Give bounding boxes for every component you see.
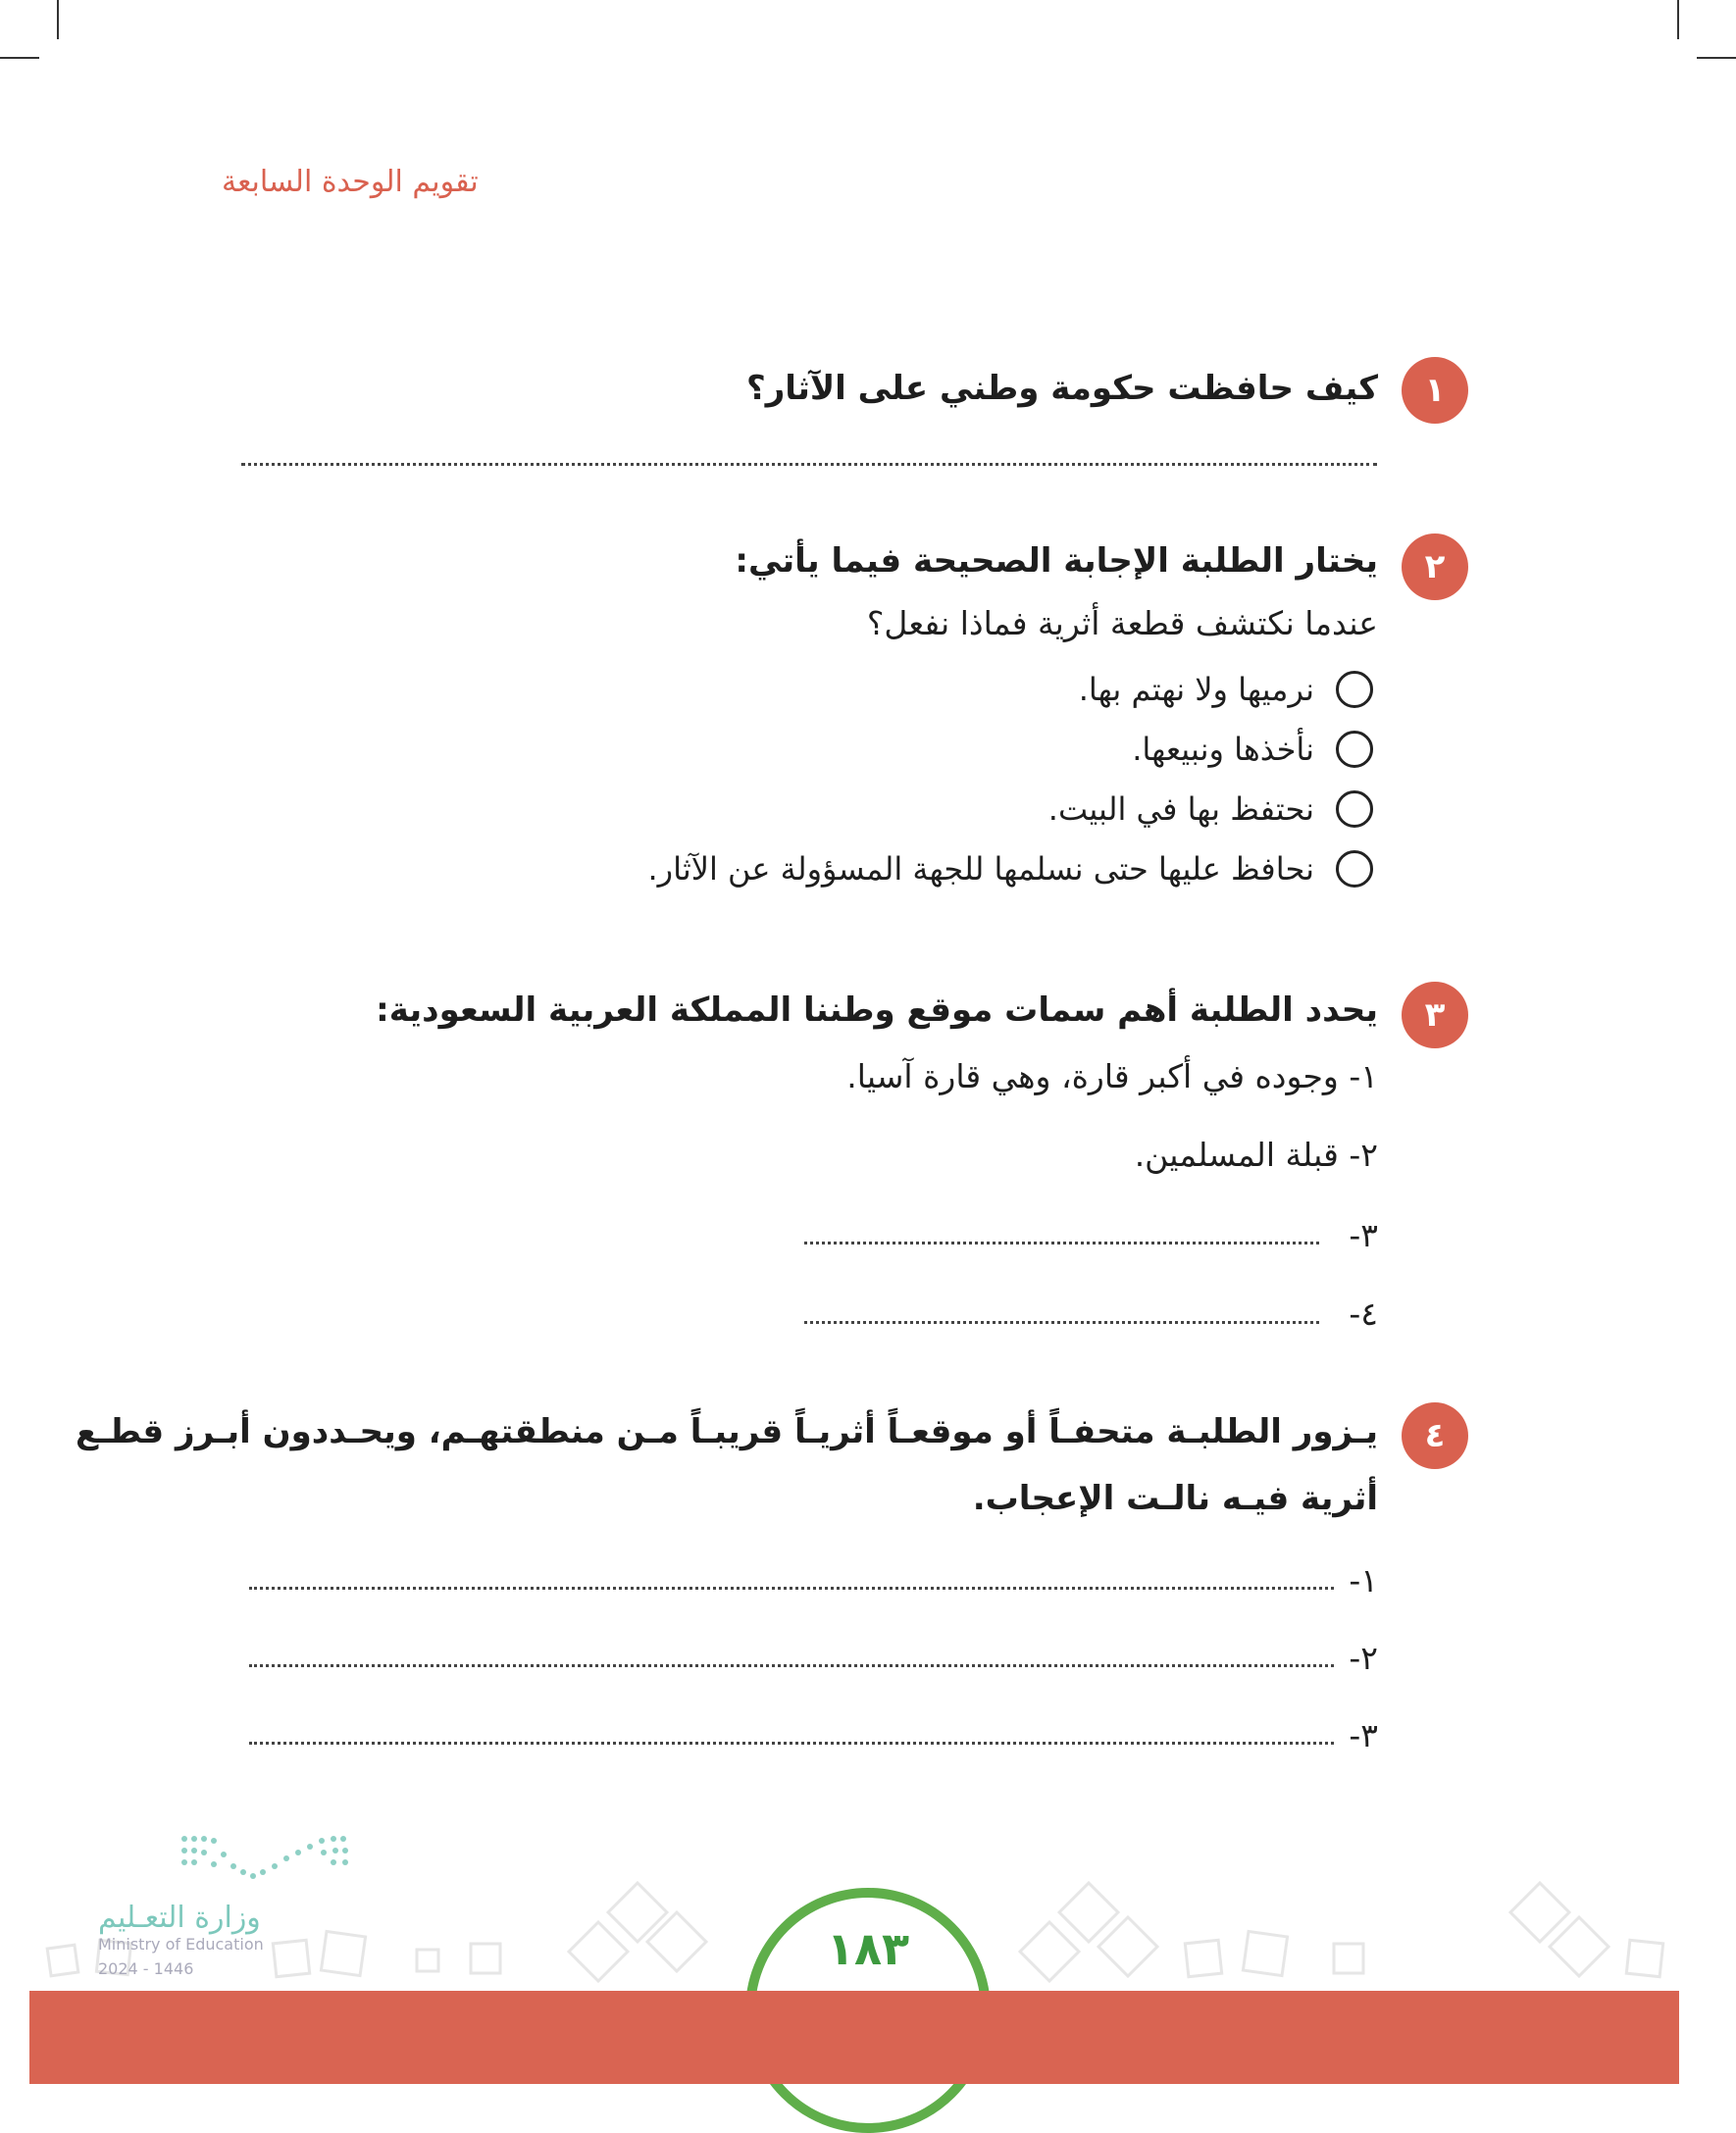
option-label: نأخذها ونبيعها. xyxy=(1132,731,1314,768)
footer-band-margin xyxy=(0,1991,29,2084)
answer-line[interactable] xyxy=(249,1742,1334,1745)
question-2-prompt: عندما نكتشف قطعة أثرية فماذا نفعل؟ xyxy=(866,604,1378,642)
question-1-badge: ١ xyxy=(1402,357,1468,424)
crop-mark xyxy=(0,57,39,59)
ministry-logo-arabic: وزارة التعـليم xyxy=(98,1901,261,1935)
answer-line[interactable] xyxy=(804,1321,1319,1324)
page-number: ١٨٣ xyxy=(826,1922,910,1975)
answer-line[interactable] xyxy=(249,1664,1334,1667)
item-number: ٣- xyxy=(1349,1216,1378,1254)
crop-mark xyxy=(1677,0,1679,39)
radio-circle-icon[interactable] xyxy=(1336,731,1373,768)
item-number: ١- xyxy=(1349,1057,1378,1095)
question-2-title: يختار الطلبة الإجابة الصحيحة فيما يأتي: xyxy=(735,541,1378,581)
question-4-title-line-1: يـزور الطلبـة متحفـاً أو موقعـاً أثريـاً قريبـاً مـن منطقتهـم، ويحـددون أبـرز قطـع xyxy=(75,1412,1378,1451)
unit-header: تقويم الوحدة السابعة xyxy=(222,165,479,199)
question-3-title: يحدد الطلبة أهم سمات موقع وطننا المملكة العربية السعودية: xyxy=(376,990,1378,1030)
item-text: قبلة المسلمين. xyxy=(1134,1136,1339,1174)
footer-band-margin xyxy=(1679,1991,1736,2084)
question-1-title: كيف حافظت حكومة وطني على الآثار؟ xyxy=(746,369,1378,408)
radio-circle-icon[interactable] xyxy=(1336,671,1373,708)
question-4-item-2: ٢- xyxy=(1349,1639,1378,1677)
question-2-badge: ٢ xyxy=(1402,533,1468,600)
answer-line[interactable] xyxy=(241,463,1377,466)
option-1[interactable] xyxy=(1079,671,1373,708)
option-2[interactable] xyxy=(1132,731,1373,768)
question-3-item-2 xyxy=(1135,1136,1378,1174)
item-text: وجوده في أكبر قارة، وهي قارة آسيا. xyxy=(846,1057,1339,1095)
question-3-item-1 xyxy=(846,1057,1378,1095)
question-3-item-3 xyxy=(1349,1216,1378,1254)
question-4-item-1: ١- xyxy=(1349,1561,1378,1600)
ministry-logo-icon xyxy=(177,1829,353,1888)
footer-band xyxy=(0,1991,1736,2084)
answer-line[interactable] xyxy=(249,1587,1334,1590)
ministry-logo-english: Ministry of Education xyxy=(98,1935,264,1954)
crop-mark xyxy=(57,0,59,39)
radio-circle-icon[interactable] xyxy=(1336,850,1373,888)
ministry-logo-year: 2024 - 1446 xyxy=(98,1959,194,1978)
answer-line[interactable] xyxy=(804,1242,1319,1244)
option-label: نحتفظ بها في البيت. xyxy=(1047,790,1314,828)
question-4-title-line-2: أثرية فيـه نالـت الإعجاب. xyxy=(972,1479,1378,1518)
item-number: ٢- xyxy=(1349,1136,1378,1174)
option-label: نرميها ولا نهتم بها. xyxy=(1078,671,1314,708)
crop-mark xyxy=(1697,57,1736,59)
option-label: نحافظ عليها حتى نسلمها للجهة المسؤولة عن الآثار. xyxy=(647,850,1314,888)
question-4-item-3: ٣- xyxy=(1349,1716,1378,1754)
item-number: ٤- xyxy=(1349,1295,1378,1333)
question-4-badge: ٤ xyxy=(1402,1402,1468,1469)
option-4[interactable] xyxy=(647,850,1373,888)
radio-circle-icon[interactable] xyxy=(1336,790,1373,828)
question-3-item-4 xyxy=(1349,1295,1378,1333)
option-3[interactable] xyxy=(1048,790,1373,828)
question-3-badge: ٣ xyxy=(1402,982,1468,1048)
